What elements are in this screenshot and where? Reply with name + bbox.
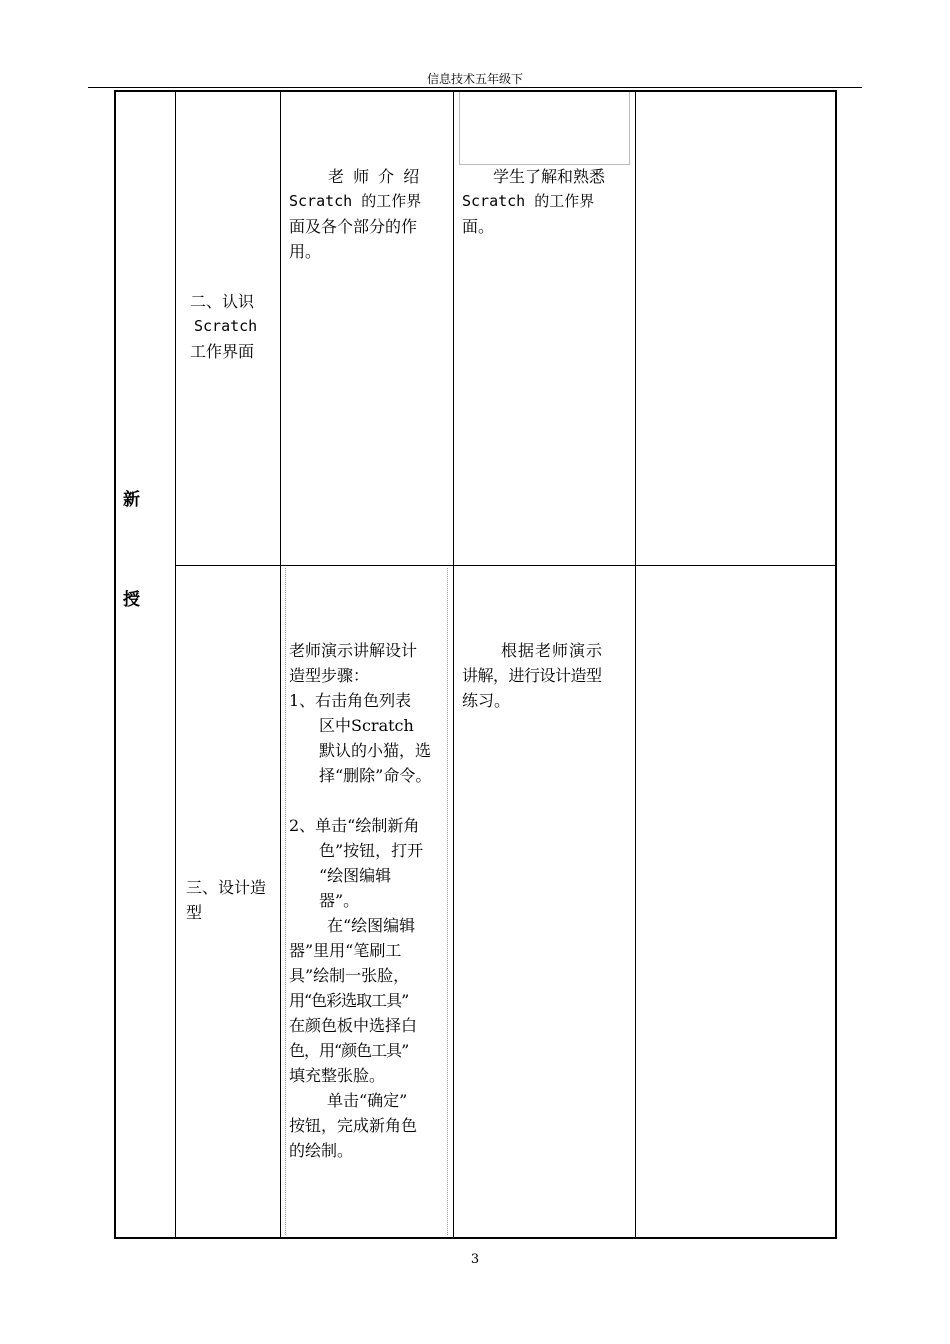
column-divider-4 xyxy=(635,90,636,1239)
row2-teacher-line: 1、右击角色列表 xyxy=(289,691,412,710)
row2-teacher-line: 2、单击“绘制新角 xyxy=(289,816,420,835)
row1-section-line: Scratch xyxy=(194,317,258,335)
row2-teacher-line: “绘图编辑 xyxy=(319,866,392,885)
embedded-frame xyxy=(459,92,630,165)
row2-student-line: 根据老师演示 xyxy=(501,641,604,660)
row2-teacher-line: 单击“确定” xyxy=(327,1091,408,1110)
row2-teacher-line: 色，用“颜色工具” xyxy=(289,1041,409,1060)
row-divider xyxy=(175,565,836,566)
table-border-left xyxy=(114,90,116,1239)
row1-student-line: 面。 xyxy=(462,217,495,236)
row2-teacher-line: 具”绘制一张脸， xyxy=(289,966,410,985)
row1-teacher-line: 面及各个部分的作 xyxy=(289,217,418,236)
row2-student-line: 讲解，进行设计造型 xyxy=(462,666,602,685)
page-number: 3 xyxy=(470,1252,480,1267)
row2-teacher-line: 色”按钮，打开 xyxy=(319,841,424,860)
row2-teacher-line: 老师演示讲解设计 xyxy=(289,641,418,660)
row2-section-line: 型 xyxy=(186,903,203,922)
row2-teacher-line: 区中Scratch xyxy=(319,716,414,735)
row2-teacher-line: 在颜色板中选择白 xyxy=(289,1016,418,1035)
row1-student-line: Scratch 的工作界 xyxy=(462,192,595,210)
row2-teacher-line: 造型步骤： xyxy=(289,666,370,685)
table-border-bottom xyxy=(114,1237,837,1239)
row2-teacher-line: 默认的小猫，选 xyxy=(319,741,432,760)
row2-teacher-line: 择“删除”命令。 xyxy=(319,766,432,785)
row1-teacher-line: Scratch 的工作界 xyxy=(289,192,422,210)
row2-teacher-line: 按钮，完成新角色 xyxy=(289,1116,418,1135)
header-rule xyxy=(88,87,862,88)
row2-teacher-line: 器”。 xyxy=(319,891,360,910)
row1-student-line: 学生了解和熟悉 xyxy=(493,167,606,186)
row1-section-line: 工作界面 xyxy=(190,342,255,361)
row2-section-line: 三、设计造 xyxy=(186,878,267,897)
column-divider-2 xyxy=(280,90,281,1239)
guide-line-right xyxy=(447,568,448,1235)
side-label-xin: 新 xyxy=(123,490,140,510)
row2-teacher-line: 在“绘图编辑 xyxy=(327,916,416,935)
row1-teacher-line: 用。 xyxy=(289,242,322,261)
row1-section-line: 二、认识 xyxy=(190,292,255,311)
column-divider-1 xyxy=(175,90,176,1239)
row2-teacher-line: 器”里用“笔刷工 xyxy=(289,941,402,960)
row1-teacher-line: 老 师 介 绍 xyxy=(328,167,422,186)
side-label-shou: 授 xyxy=(123,590,140,610)
column-divider-3 xyxy=(453,90,454,1239)
row2-student-line: 练习。 xyxy=(462,691,511,710)
row2-teacher-line: 用“色彩选取工具” xyxy=(289,991,409,1010)
row2-teacher-line: 填充整张脸。 xyxy=(289,1066,386,1085)
guide-line-left xyxy=(285,568,286,1235)
table-border-right xyxy=(835,90,837,1239)
page-header-title: 信息技术五年级下 xyxy=(426,72,523,86)
row2-teacher-line: 的绘制。 xyxy=(289,1141,354,1160)
